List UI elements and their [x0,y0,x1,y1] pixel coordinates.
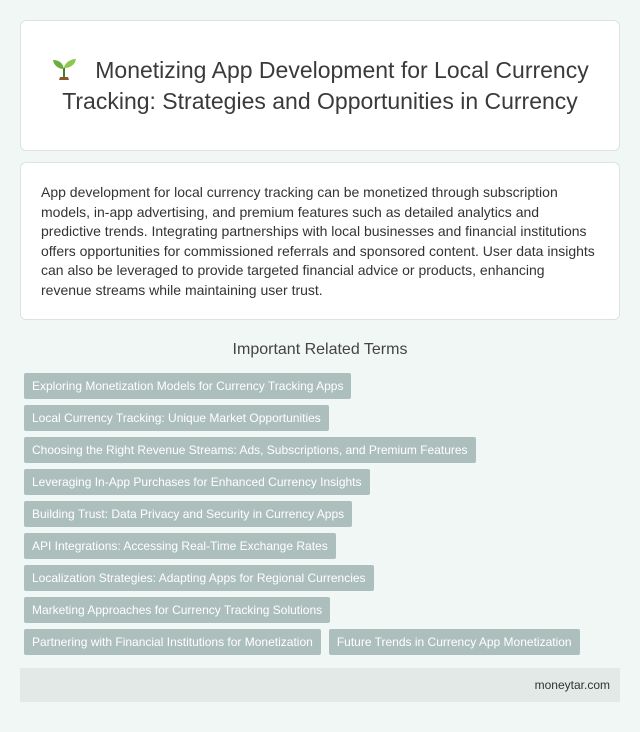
related-term-tag[interactable]: Marketing Approaches for Currency Tracking Solutions [24,597,330,623]
summary-card [20,162,620,320]
related-term-tag[interactable]: Choosing the Right Revenue Streams: Ads, Subscriptions, and Premium Features [24,437,476,463]
related-terms-heading: Important Related Terms [232,341,408,358]
page-title-text: Monetizing App Development for Local Currency Tracking: Strategies and Opportunities in Currency [62,56,589,114]
related-terms-list [24,373,624,661]
related-term-tag[interactable]: Exploring Monetization Models for Currency Tracking Apps [24,373,351,399]
related-term-tag[interactable]: Future Trends in Currency App Monetization [329,629,580,655]
related-term-tag[interactable]: API Integrations: Accessing Real-Time Exchange Rates [24,533,336,559]
summary-text: App development for local currency tracking can be monetized through subscription models, in-app advertising, and premium features such as detailed analytics and predictive trends. Integrating partnerships with local businesses and financial institutions offers opportunities for commissioned referrals and sponsored content. User data insights can also be leveraged to provide targeted financial advice or products, enhancing revenue streams while maintaining user trust. [41,184,595,298]
related-term-tag[interactable]: Localization Strategies: Adapting Apps for Regional Currencies [24,565,374,591]
related-term-tag[interactable]: Local Currency Tracking: Unique Market Opportunities [24,405,329,431]
footer [20,668,620,702]
title-card [20,20,620,151]
footer-site-link[interactable]: moneytar.com [534,678,610,692]
page-title [49,55,591,117]
related-term-tag[interactable]: Building Trust: Data Privacy and Security in Currency Apps [24,501,352,527]
related-term-tag[interactable]: Leveraging In-App Purchases for Enhanced Currency Insights [24,469,370,495]
related-term-tag[interactable]: Partnering with Financial Institutions for Monetization [24,629,321,655]
sprout-icon [51,57,77,81]
